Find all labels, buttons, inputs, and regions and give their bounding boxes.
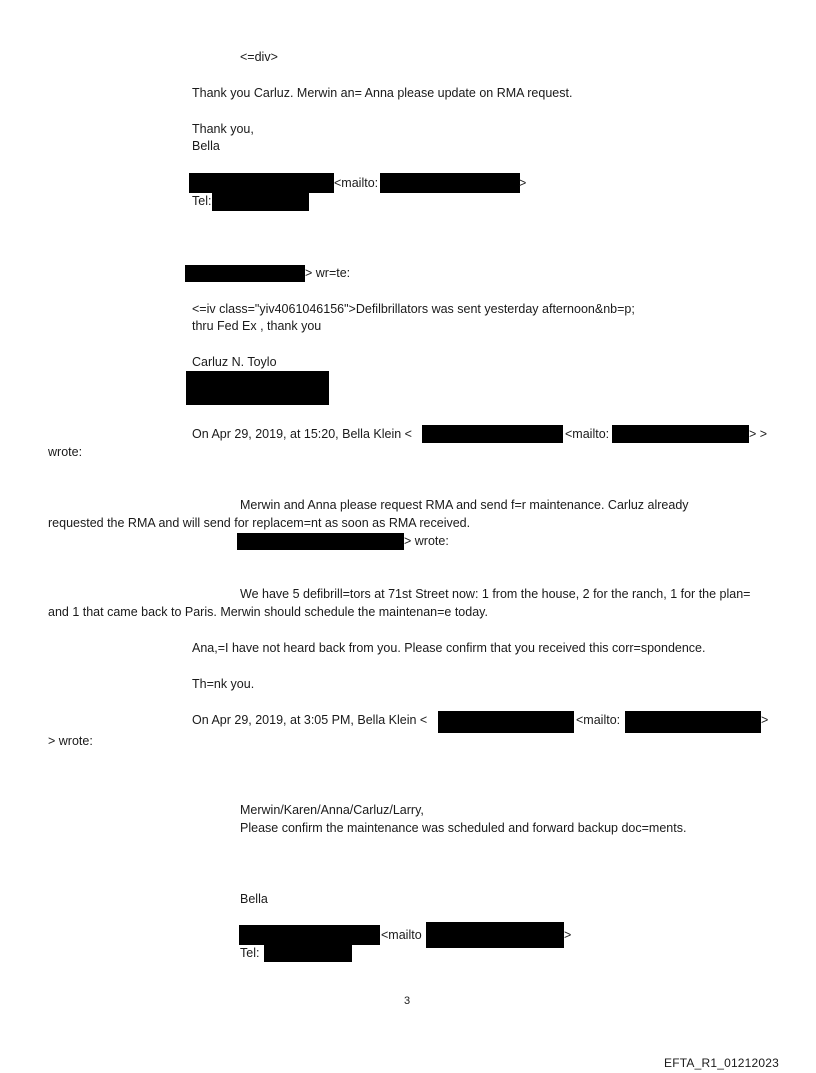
line: > >	[749, 427, 768, 441]
line: requested the RMA and will send for replacem=nt as soon as RMA received.	[48, 516, 471, 530]
redaction-bar	[239, 925, 380, 945]
line: >	[564, 928, 572, 942]
line: >	[761, 713, 769, 727]
line: <mailto:	[334, 176, 379, 190]
line: thru Fed Ex , thank you	[192, 319, 322, 333]
line: Th=nk you.	[192, 677, 255, 691]
redaction-bar	[212, 193, 309, 211]
redaction-bar	[186, 371, 329, 405]
line: Tel:	[192, 194, 212, 208]
redaction-bar	[237, 533, 404, 550]
redaction-bar	[625, 711, 761, 733]
line: Carluz N. Toylo	[192, 355, 277, 369]
line: <mailto:	[565, 427, 610, 441]
redaction-bar	[189, 173, 334, 193]
redaction-bar	[380, 173, 520, 193]
redaction-bar	[264, 944, 352, 962]
document-id: EFTA_R1_01212023	[664, 1056, 780, 1070]
redaction-bar	[185, 265, 305, 282]
line: <=div>	[240, 50, 278, 64]
line: Merwin and Anna please request RMA and send f=r maintenance. Carluz already	[240, 498, 689, 512]
line: We have 5 defibrill=tors at 71st Street now: 1 from the house, 2 for the ranch, 1 for the plan=	[240, 587, 751, 601]
line: > wr=te:	[305, 266, 351, 280]
line: <mailto:	[576, 713, 621, 727]
line: On Apr 29, 2019, at 15:20, Bella Klein <	[192, 427, 412, 441]
line: Bella	[240, 892, 268, 906]
redaction-bar	[612, 425, 749, 443]
line: wrote:	[48, 445, 83, 459]
line: >	[519, 176, 527, 190]
redaction-bar	[426, 922, 564, 948]
line: Thank you,	[192, 122, 254, 136]
line: Merwin/Karen/Anna/Carluz/Larry,	[240, 803, 424, 817]
line: Ana,=I have not heard back from you. Please confirm that you received this corr=spondence.	[192, 641, 706, 655]
line: On Apr 29, 2019, at 3:05 PM, Bella Klein <	[192, 713, 428, 727]
line: Please confirm the maintenance was scheduled and forward backup doc=ments.	[240, 821, 687, 835]
line: <mailto	[381, 928, 422, 942]
line: Thank you Carluz. Merwin an= Anna please update on RMA request.	[192, 86, 573, 100]
line: Bella	[192, 139, 220, 153]
redaction-bar	[438, 711, 574, 733]
page-number: 3	[404, 995, 411, 1007]
line: Tel:	[240, 946, 260, 960]
line: and 1 that came back to Paris. Merwin should schedule the maintenan=e today.	[48, 605, 488, 619]
redaction-bar	[422, 425, 563, 443]
line: > wrote:	[404, 534, 449, 548]
line: <=iv class="yiv4061046156">Defilbrillators was sent yesterday afternoon&nb=p;	[192, 302, 635, 316]
line: > wrote:	[48, 734, 93, 748]
